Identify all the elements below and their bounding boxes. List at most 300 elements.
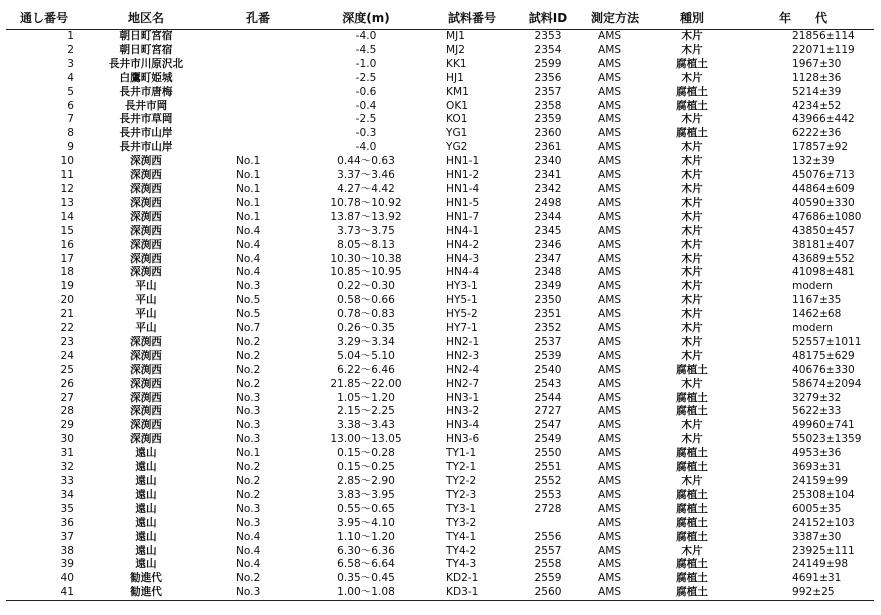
cell-sample-number: TY1-1 [446,447,477,460]
header-type: 種別 [652,6,732,30]
cell-age: 24152±103 [792,516,855,529]
cell-method: AMS [598,488,622,501]
header-age: 年 代 [732,6,874,30]
cell-sample-type: 木片 [681,155,703,168]
cell-hole-number: No.2 [236,335,261,348]
cell-depth: -2.5 [355,71,377,84]
cell-sample-number: MJ1 [446,30,466,42]
table-row [6,253,874,267]
cell-depth: 3.95～4.10 [337,516,395,529]
cell-sample-type: 木片 [681,252,703,265]
cell-sample-id [518,517,578,531]
cell-sample-type: 木片 [681,377,703,390]
cell-sample-id: 2357 [534,85,562,98]
table-row [6,225,874,239]
cell-sample-type: 木片 [681,433,703,446]
cell-sample-id: 2347 [534,252,562,265]
cell-hole-number [210,58,306,72]
cell-hole-number: No.1 [236,155,261,168]
cell-serial-number: 1 [67,30,74,42]
cell-sample-id: 2551 [534,461,562,474]
table-row [6,280,874,294]
cell-age: 48175±629 [792,349,855,362]
cell-area-name: 朝日町宮宿 [119,30,173,42]
cell-hole-number: No.1 [236,196,261,209]
cell-serial-number: 10 [60,155,74,168]
table-row [6,447,874,461]
cell-sample-number: HN1-4 [446,182,480,195]
cell-serial-number: 21 [60,308,74,321]
cell-method: AMS [598,238,622,251]
cell-method: AMS [598,266,622,279]
cell-area-name: 平山 [135,280,157,293]
cell-depth: 10.78～10.92 [330,196,402,209]
cell-area-name: 遠山 [135,544,157,557]
table-header [6,6,874,30]
cell-area-name: 平山 [135,322,157,335]
cell-sample-id: 2342 [534,182,562,195]
cell-age: modern [792,322,833,335]
cell-serial-number: 9 [67,141,74,154]
cell-area-name: 深渕西 [130,363,162,376]
cell-sample-number: HN2-3 [446,349,480,362]
cell-serial-number: 6 [67,99,74,112]
cell-age: 55023±1359 [792,433,862,446]
cell-sample-type: 木片 [681,294,703,307]
cell-area-name: 遠山 [135,488,157,501]
cell-sample-id: 2599 [534,57,562,70]
cell-hole-number [210,86,306,100]
cell-area-name: 遠山 [135,502,157,515]
cell-depth: 6.58～6.64 [337,558,395,571]
cell-depth: 0.55～0.65 [337,502,395,515]
cell-depth: 10.30～10.38 [330,252,402,265]
cell-sample-number: KK1 [446,57,467,70]
header-row [6,6,874,30]
table-row [6,197,874,211]
cell-depth: 3.29～3.34 [337,335,395,348]
cell-hole-number [210,100,306,114]
cell-age: 21856±114 [792,30,855,42]
cell-sample-id: 2544 [534,391,562,404]
cell-sample-type: 腐植土 [676,516,708,529]
table-row [6,141,874,155]
cell-hole-number: No.4 [236,238,261,251]
cell-hole-number: No.1 [236,182,261,195]
cell-serial-number: 27 [60,391,74,404]
cell-age: 1462±68 [792,308,842,321]
cell-hole-number: No.4 [236,530,261,543]
cell-area-name: 深渕西 [130,335,162,348]
cell-sample-number: HY5-1 [446,294,478,307]
cell-area-name: 遠山 [135,475,157,487]
cell-depth: -0.6 [355,85,377,98]
cell-method: AMS [598,363,622,376]
cell-area-name: 深渕西 [130,419,162,432]
cell-method: AMS [598,447,622,460]
cell-age: 52557±1011 [792,335,862,348]
cell-serial-number: 20 [60,294,74,307]
table-row [6,433,874,447]
cell-hole-number: No.1 [236,169,261,182]
cell-age: 17857±92 [792,141,849,154]
cell-sample-id: 2727 [534,405,562,418]
cell-hole-number: No.3 [236,502,261,515]
cell-area-name: 深渕西 [130,238,162,251]
cell-serial-number: 7 [67,113,74,126]
cell-sample-id: 2345 [534,224,562,237]
cell-sample-type: 木片 [681,182,703,195]
cell-age: 45076±713 [792,169,855,182]
cell-serial-number: 34 [60,488,74,501]
cell-hole-number: No.2 [236,461,261,474]
cell-sample-type: 木片 [681,43,703,56]
cell-area-name: 遠山 [135,530,157,543]
cell-depth: -0.3 [355,127,377,140]
cell-hole-number: No.1 [236,447,261,460]
cell-sample-number: YG2 [446,141,468,154]
cell-sample-id: 2537 [534,335,562,348]
cell-sample-number: HN3-1 [446,391,480,404]
cell-sample-type: 木片 [681,196,703,209]
cell-depth: 3.83～3.95 [337,488,395,501]
cell-sample-number: TY4-2 [446,544,477,557]
cell-sample-number: HN1-7 [446,210,480,223]
cell-serial-number: 2 [67,43,74,56]
cell-sample-id: 2556 [534,530,562,543]
cell-hole-number: No.3 [236,419,261,432]
cell-age: 1967±30 [792,57,842,70]
cell-area-name: 深渕西 [130,266,162,279]
cell-method: AMS [598,377,622,390]
cell-sample-type: 木片 [681,335,703,348]
cell-age: 6005±35 [792,502,842,515]
cell-sample-number: HN3-4 [446,419,480,432]
cell-area-name: 勧進代 [82,586,210,600]
cell-depth: 0.78～0.83 [337,308,395,321]
cell-sample-id: 2558 [534,558,562,571]
cell-area-name: 深渕西 [130,349,162,362]
cell-serial-number: 24 [60,349,74,362]
cell-sample-number: KD2-1 [446,572,479,585]
cell-hole-number: No.2 [236,572,261,585]
cell-area-name: 長井市岡 [124,99,168,112]
cell-serial-number: 36 [60,516,74,529]
cell-sample-number: TY2-1 [446,461,477,474]
cell-sample-id: 2348 [534,266,562,279]
cell-sample-number: TY2-2 [446,475,477,487]
cell-sample-number: HY7-1 [446,322,478,335]
cell-sample-id: 2352 [534,322,562,335]
cell-age: 41098±481 [792,266,855,279]
cell-serial-number: 3 [67,57,74,70]
cell-hole-number [210,113,306,127]
cell-method: AMS [598,43,622,56]
cell-method: AMS [598,405,622,418]
cell-serial-number: 13 [60,196,74,209]
cell-sample-id: 2346 [534,238,562,251]
cell-area-name: 朝日町宮宿 [119,43,173,56]
cell-area-name: 深渕西 [130,196,162,209]
cell-area-name: 長井市山岸 [119,141,173,154]
cell-sample-id: 2560 [518,586,578,600]
cell-sample-type: 木片 [681,266,703,279]
cell-depth: 10.85～10.95 [330,266,402,279]
cell-hole-number: No.3 [236,391,261,404]
cell-sample-type: 腐植土 [676,447,708,460]
cell-method: AMS [578,586,652,600]
cell-age: 24149±98 [792,558,849,571]
cell-serial-number: 19 [60,280,74,293]
cell-area-name: 深渕西 [130,210,162,223]
table-row [6,350,874,364]
cell-age: 22071±119 [792,43,855,56]
cell-hole-number: No.5 [236,294,261,307]
cell-sample-number: OK1 [446,99,469,112]
cell-hole-number: No.2 [236,377,261,390]
cell-sample-type: 腐植土 [676,405,708,418]
cell-sample-type: 腐植土 [676,391,708,404]
table-row [6,72,874,86]
cell-method: AMS [598,322,622,335]
cell-sample-number: HJ1 [446,71,464,84]
table-row [6,475,874,489]
cell-sample-number: HN2-4 [446,363,480,376]
cell-sample-number: KD3-1 [426,586,518,600]
cell-depth: 0.26～0.35 [337,322,395,335]
cell-area-name: 白鷹町姫城 [119,71,173,84]
cell-sample-type: 木片 [681,224,703,237]
cell-depth: 5.04～5.10 [337,349,395,362]
cell-method: AMS [598,224,622,237]
cell-depth: 4.27～4.42 [337,182,395,195]
cell-sample-number: HN3-2 [446,405,480,418]
cell-depth: 1.00～1.08 [306,586,426,600]
cell-sample-type: 木片 [681,544,703,557]
cell-method: AMS [598,530,622,543]
header-hole: 孔番 [210,6,306,30]
cell-area-name: 平山 [135,294,157,307]
cell-sample-id: 2340 [534,155,562,168]
cell-age: 5622±33 [792,405,842,418]
cell-sample-id: 2360 [534,127,562,140]
cell-serial-number: 4 [67,71,74,84]
cell-depth: 2.15～2.25 [337,405,395,418]
cell-depth: -1.0 [355,57,377,70]
cell-method: AMS [598,544,622,557]
cell-hole-number [210,72,306,86]
cell-hole-number: No.7 [236,322,261,335]
table-row [6,44,874,58]
table-row [6,419,874,433]
cell-sample-id: 2728 [534,502,562,515]
cell-sample-number: TY2-3 [446,488,477,501]
cell-sample-id: 2351 [534,308,562,321]
cell-sample-number: HN2-7 [446,377,480,390]
cell-sample-type: 木片 [681,475,703,487]
cell-depth: 2.85～2.90 [337,475,395,487]
cell-serial-number: 37 [60,530,74,543]
cell-hole-number: No.3 [236,433,261,446]
cell-age: 47686±1080 [792,210,862,223]
cell-serial-number: 26 [60,377,74,390]
table-row [6,558,874,572]
cell-serial-number: 30 [60,433,74,446]
cell-depth: 0.15～0.25 [337,461,395,474]
cell-age: 1128±36 [792,71,842,84]
cell-hole-number: No.4 [236,224,261,237]
cell-sample-number: HY5-2 [446,308,478,321]
cell-method: AMS [598,502,622,515]
cell-area-name: 深渕西 [130,224,162,237]
cell-sample-type: 腐植土 [676,488,708,501]
cell-sample-id: 2344 [534,210,562,223]
cell-method: AMS [598,391,622,404]
cell-sample-id: 2349 [534,280,562,293]
cell-area-name: 遠山 [135,461,157,474]
cell-method: AMS [598,196,622,209]
cell-sample-number: HN1-1 [446,155,480,168]
cell-sample-number: MJ2 [446,43,466,56]
cell-sample-id: 2498 [534,196,562,209]
table-row [6,378,874,392]
cell-serial-number: 16 [60,238,74,251]
cell-sample-type: 木片 [681,169,703,182]
cell-area-name: 長井市草岡 [119,113,173,126]
cell-method: AMS [598,558,622,571]
cell-depth: 1.05～1.20 [337,391,395,404]
cell-method: AMS [598,30,622,42]
cell-hole-number: No.3 [236,280,261,293]
cell-depth: -2.5 [355,113,377,126]
cell-age: 58674±2094 [792,377,862,390]
cell-sample-type: 木片 [681,349,703,362]
table-row [6,58,874,72]
cell-depth: 13.00～13.05 [330,433,402,446]
cell-age: 4234±52 [792,99,842,112]
header-no: 通し番号 [6,6,82,30]
table-row [6,503,874,517]
cell-age: 4691±31 [792,572,842,585]
cell-method: AMS [598,433,622,446]
cell-method: AMS [598,252,622,265]
cell-method: AMS [598,461,622,474]
cell-serial-number: 31 [60,447,74,460]
cell-sample-number: HN4-4 [446,266,480,279]
cell-sample-id: 2552 [534,475,562,487]
cell-age: 4953±36 [792,447,842,460]
table-row [6,211,874,225]
cell-sample-type: 木片 [681,210,703,223]
cell-sample-number: TY3-2 [446,516,477,529]
cell-method: AMS [598,141,622,154]
cell-sample-number: YG1 [446,127,468,140]
cell-area-name: 長井市唐梅 [119,85,173,98]
table-row [6,322,874,336]
cell-age: 25308±104 [792,488,855,501]
table-row [6,489,874,503]
cell-sample-type: 腐植土 [676,572,708,585]
table-row [6,266,874,280]
cell-area-name: 勧進代 [130,572,162,585]
cell-sample-id: 2547 [534,419,562,432]
cell-depth: 0.35～0.45 [337,572,395,585]
cell-hole-number: No.4 [236,266,261,279]
cell-method: AMS [598,210,622,223]
cell-area-name: 深渕西 [130,155,162,168]
cell-method: AMS [598,572,622,585]
cell-sample-type: 腐植土 [676,57,708,70]
cell-sample-id: 2553 [534,488,562,501]
cell-hole-number: No.2 [236,349,261,362]
table-row [6,545,874,559]
cell-sample-id: 2358 [534,99,562,112]
cell-area-name: 深渕西 [130,377,162,390]
cell-method: AMS [598,182,622,195]
cell-sample-id: 2354 [534,43,562,56]
cell-sample-type: 木片 [681,238,703,251]
cell-depth: 6.30～6.36 [337,544,395,557]
cell-serial-number: 11 [60,169,74,182]
cell-hole-number: No.1 [236,210,261,223]
dating-results-table [6,6,874,601]
cell-sample-id: 2350 [534,294,562,307]
cell-depth: 0.58～0.66 [337,294,395,307]
cell-depth: 1.10～1.20 [337,530,395,543]
cell-hole-number [210,141,306,155]
table-row [6,336,874,350]
cell-serial-number: 12 [60,182,74,195]
cell-hole-number [210,44,306,58]
table-row [6,572,874,586]
cell-method: AMS [598,169,622,182]
cell-sample-type: 腐植土 [676,99,708,112]
table-row [6,127,874,141]
cell-age: 40590±330 [792,196,855,209]
cell-sample-type: 木片 [681,141,703,154]
cell-serial-number: 25 [60,363,74,376]
table-row [6,183,874,197]
cell-area-name: 遠山 [135,516,157,529]
cell-age: 132±39 [792,155,835,168]
cell-method: AMS [598,335,622,348]
cell-age: 992±25 [732,586,874,600]
cell-age: 5214±39 [792,85,842,98]
cell-depth: -0.4 [355,99,377,112]
cell-area-name: 深渕西 [130,405,162,418]
cell-age: 23925±111 [792,544,855,557]
cell-serial-number: 23 [60,335,74,348]
cell-depth: 21.85～22.00 [330,377,402,390]
cell-serial-number: 17 [60,252,74,265]
cell-serial-number: 5 [67,85,74,98]
cell-age: 43966±442 [792,113,855,126]
table-row [6,169,874,183]
header-area: 地区名 [82,6,210,30]
cell-area-name: 深渕西 [130,182,162,195]
header-sample: 試料番号 [426,6,518,30]
cell-sample-type: 腐植土 [676,530,708,543]
cell-method: AMS [598,294,622,307]
cell-method: AMS [598,113,622,126]
cell-sample-id: 2540 [534,363,562,376]
cell-hole-number: No.3 [236,516,261,529]
table-body [6,30,874,601]
cell-sample-id: 2539 [534,349,562,362]
table-row [6,517,874,531]
cell-age: 24159±99 [792,475,849,487]
cell-hole-number: No.4 [236,544,261,557]
